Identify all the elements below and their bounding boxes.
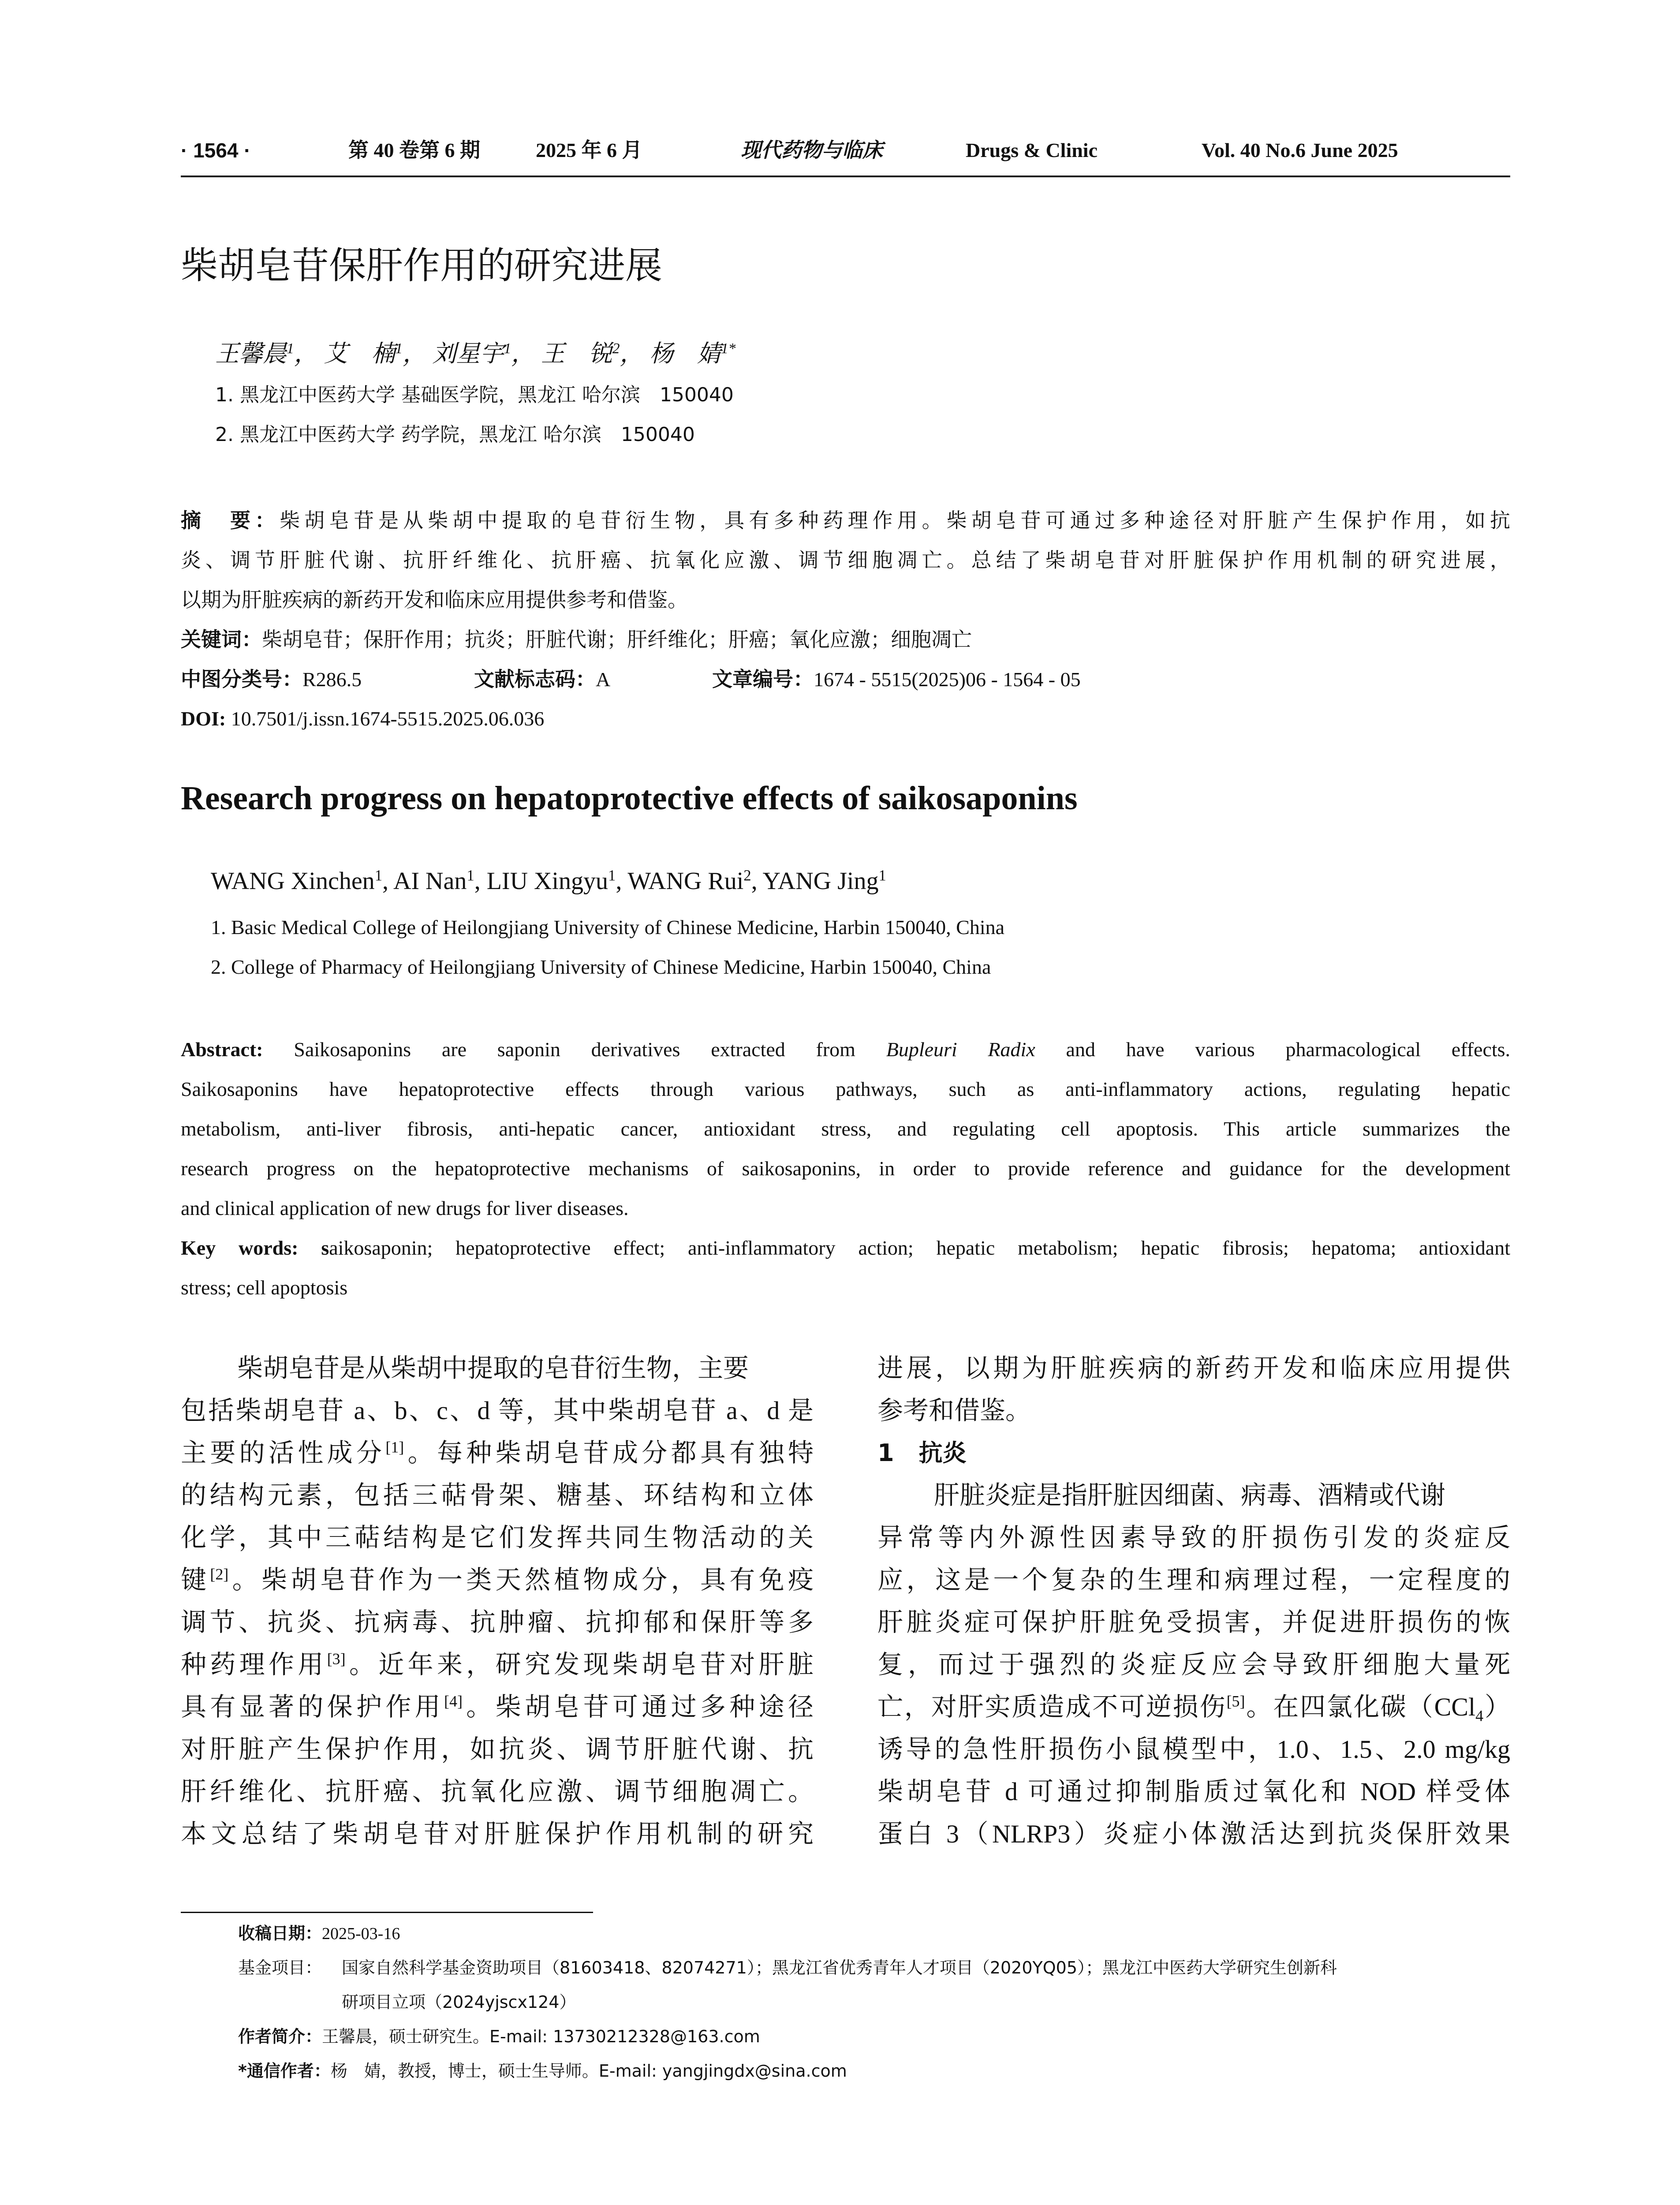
author-en-mark: 1: [467, 867, 474, 884]
corresponding-value: 杨 婧，教授，博士，硕士生导师。E-mail: yangjingdx@sina.com: [330, 2061, 847, 2081]
abstract-cn: [181, 501, 1510, 659]
body-line: 应，这是一个复杂的生理和病理过程，一定程度的: [877, 1566, 1510, 1594]
page-number: · 1564 ·: [181, 139, 251, 162]
footnote-fund: 国家自然科学基金资助项目（81603418、82074271）；黑龙江省优秀青年人才项目（2020YQ05）；黑龙江中医药大学研究生创新科: [342, 1958, 1337, 1977]
body-line: 本文总结了柴胡皂苷对肝脏保护作用机制的研究: [181, 1820, 814, 1848]
author-en-name: WANG Xinchen: [211, 867, 375, 895]
body-right-column: [877, 1347, 1510, 1855]
author-en-mark: 1: [878, 867, 886, 884]
keywords-cn-text: 柴胡皂苷；保肝作用；抗炎；肝脏代谢；肝纤维化；肝癌；氧化应激；细胞凋亡: [262, 628, 972, 651]
author-cn-mark: 1*: [721, 340, 736, 357]
author-cn-name: 王馨晨: [215, 340, 287, 367]
clc-label: 中图分类号：: [181, 667, 302, 691]
abstract-en-text: and have various pharmacological effects.: [1066, 1038, 1511, 1061]
title-cn: 柴胡皂苷保肝作用的研究进展: [181, 244, 663, 287]
author-en-name: YANG Jing: [762, 867, 879, 895]
author-cn-name: 杨 婧: [649, 340, 721, 367]
citation: [5]: [1226, 1692, 1245, 1710]
author-cn-mark: 1: [287, 340, 294, 357]
body-line: 诱导的急性肝损伤小鼠模型中，1.0、1.5、2.0 mg/kg: [877, 1735, 1510, 1764]
footnote-author: [238, 2019, 760, 2054]
author-en-mark: 1: [608, 867, 616, 884]
body-line: 对肝脏产生保护作用，如抗炎、调节肝脏代谢、抗: [181, 1735, 814, 1764]
citation: [1]: [385, 1438, 404, 1456]
body-line: 的结构元素，包括三萜骨架、糖基、环结构和立体: [181, 1481, 814, 1510]
doc-code-label: 文献标志码：: [474, 667, 596, 691]
citation: [3]: [327, 1650, 346, 1668]
header-rule: [181, 176, 1510, 177]
keywords-en-initial: s: [321, 1237, 329, 1259]
keywords-en-text: aikosaponin; hepatoprotective effect; anti-inflammatory action; hepatic metabolism; hepatic fibrosis; hepatoma; antioxidant: [329, 1237, 1511, 1259]
abstract-en-label: Abstract:: [181, 1038, 263, 1061]
author-cn-name: 刘星宇: [432, 340, 504, 367]
header-volume-cn: 第 40 卷第 6 期: [348, 139, 480, 161]
author-en-mark: 1: [374, 867, 383, 884]
authors-en: WANG Xinchen$^1$, AI Nan$^1$, LIU Xingyu$^1$, WANG Rui$^2$, YANG Jing$^1$: [211, 867, 886, 895]
section-number: 1: [877, 1439, 894, 1467]
body-line: 复，而过于强烈的炎症反应会导致肝细胞大量死: [877, 1650, 1510, 1679]
corresponding-label: *通信作者：: [238, 2061, 331, 2081]
body-line: 化学，其中三萜结构是它们发挥共同生物活动的关: [181, 1523, 814, 1552]
abstract-cn-label: 摘 要：: [181, 508, 280, 532]
clc-value: R286.5: [302, 668, 362, 691]
doi-value: 10.7501/j.issn.1674-5515.2025.06.036: [231, 707, 545, 730]
doc-code-line: [474, 659, 610, 699]
body-line: 异常等内外源性因素导致的肝损伤引发的炎症反: [877, 1523, 1510, 1552]
author-en-name: AI Nan: [393, 867, 467, 895]
author-cn-name: 王 锐: [541, 340, 612, 367]
body-line: 柴胡皂苷 d 可通过抑制脂质过氧化和 NOD 样受体: [877, 1777, 1510, 1806]
section-heading: [877, 1432, 1510, 1474]
abstract-en-text: research progress on the hepatoprotective mechanisms of saikosaponins, in order to provide reference and guidance for the development: [181, 1157, 1510, 1180]
author-cn-mark: 1: [395, 340, 403, 357]
body-left-column: [181, 1347, 814, 1855]
author-cn-mark: 2: [612, 340, 620, 357]
abstract-en: [181, 1030, 1510, 1308]
affiliation-cn: 2. 黑龙江中医药大学 药学院，黑龙江 哈尔滨 150040: [215, 423, 695, 446]
affiliation-cn: 1. 黑龙江中医药大学 基础医学院，黑龙江 哈尔滨 150040: [215, 384, 734, 406]
author-en-name: WANG Rui: [627, 867, 744, 895]
affiliation-en: 1. Basic Medical College of Heilongjiang University of Chinese Medicine, Harbin 150040, China: [211, 916, 1005, 938]
footnote-received: [238, 1916, 400, 1951]
body-line: 具有显著的保护作用[4]。柴胡皂苷可通过多种途径: [181, 1692, 814, 1721]
body-line: 种药理作用[3]。近年来，研究发现柴胡皂苷对肝脏: [181, 1650, 814, 1679]
body-line: 包括柴胡皂苷 a、b、c、d 等，其中柴胡皂苷 a、d 是: [181, 1396, 814, 1425]
abstract-en-text: Saikosaponins are saponin derivatives extracted from: [294, 1038, 855, 1061]
abstract-cn-text: 柴胡皂苷是从柴胡中提取的皂苷衍生物，具有多种药理作用。柴胡皂苷可通过多种途径对肝脏产生保护作用，如抗: [280, 508, 1511, 532]
body-line: 调节、抗炎、抗病毒、抗肿瘤、抗抑郁和保肝等多: [181, 1608, 814, 1637]
citation: [4]: [444, 1692, 463, 1710]
article-number-line: [712, 659, 1081, 699]
doc-code-value: A: [596, 668, 611, 691]
abstract-cn-text: 炎、调节肝脏代谢、抗肝纤维化、抗肝癌、抗氧化应激、调节细胞凋亡。总结了柴胡皂苷对肝脏保护作用机制的研究进展，: [181, 548, 1510, 572]
abstract-cn-text: 以期为肝脏疾病的新药开发和临床应用提供参考和借鉴。: [181, 588, 688, 612]
title-en: Research progress on hepatoprotective effects of saikosaponins: [181, 780, 1078, 817]
clc-line: [181, 659, 362, 699]
body-line: 键[2]。柴胡皂苷作为一类天然植物成分，具有免疫: [181, 1565, 814, 1594]
doi-label: DOI:: [181, 707, 226, 730]
body-line: 主要的活性成分[1]。每种柴胡皂苷成分都具有独特: [181, 1438, 814, 1467]
authors-cn: 王馨晨$^1$， 艾 楠$^1$， 刘星宇$^1$， 王 锐$^2$， 杨 婧$^{1*}$: [215, 340, 736, 367]
body-line: 肝纤维化、抗肝癌、抗氧化应激、调节细胞凋亡。: [181, 1777, 814, 1806]
author-cn-mark: 1: [504, 340, 511, 357]
body-line: 肝脏炎症可保护肝脏免受损害，并促进肝损伤的恢: [877, 1608, 1510, 1637]
header-journal-en: Drugs & Clinic: [966, 139, 1098, 161]
keywords-cn-label: 关键词：: [181, 628, 262, 651]
abstract-en-text: metabolism, anti-liver fibrosis, anti-hepatic cancer, antioxidant stress, and regulating cell apoptosis. This article summarizes the: [181, 1117, 1510, 1140]
footnote-corresponding: [238, 2054, 847, 2088]
citation: [2]: [210, 1565, 229, 1583]
doi-line: [181, 699, 544, 739]
footnote-fund-label: 基金项目：: [238, 1958, 322, 1977]
header-date-cn: 2025 年 6 月: [536, 139, 642, 161]
received-label: 收稿日期：: [238, 1924, 322, 1943]
body-line: 蛋白 3（NLRP3）炎症小体激活达到抗炎保肝效果: [877, 1820, 1510, 1848]
keywords-en-label: Key words:: [181, 1237, 299, 1259]
affiliation-en: 2. College of Pharmacy of Heilongjiang University of Chinese Medicine, Harbin 150040, China: [211, 956, 991, 978]
abstract-en-italic: Bupleuri Radix: [886, 1038, 1035, 1061]
received-value: 2025-03-16: [322, 1925, 400, 1943]
author-cn-name: 艾 楠: [324, 340, 396, 367]
abstract-en-text: and clinical application of new drugs for liver diseases.: [181, 1197, 629, 1219]
author-en-name: LIU Xingyu: [486, 867, 609, 895]
article-number-label: 文章编号：: [712, 667, 814, 691]
body-line: 柴胡皂苷是从柴胡中提取的皂苷衍生物，主要: [237, 1354, 749, 1383]
section-title: 抗炎: [918, 1439, 967, 1467]
keywords-en-text: stress; cell apoptosis: [181, 1276, 348, 1299]
author-bio-value: 王馨晨，硕士研究生。E-mail: 13730212328@163.com: [322, 2027, 760, 2046]
header-volume-en: Vol. 40 No.6 June 2025: [1202, 139, 1398, 161]
author-en-mark: 2: [743, 867, 751, 884]
header-journal-cn: 现代药物与临床: [741, 139, 883, 161]
body-line: 亡，对肝实质造成不可逆损伤[5]。在四氯化碳（CCl$_4$）: [877, 1692, 1510, 1725]
footnote-fund: 研项目立项（2024yjscx124）: [342, 1992, 576, 2012]
body-line: 肝脏炎症是指肝脏因细菌、病毒、酒精或代谢: [934, 1481, 1446, 1510]
abstract-en-text: Saikosaponins have hepatoprotective effects through various pathways, such as anti-inflammatory actions, regulating hepatic: [181, 1078, 1510, 1100]
article-number-value: 1674 - 5515(2025)06 - 1564 - 05: [814, 668, 1081, 691]
author-bio-label: 作者简介：: [238, 2027, 322, 2046]
body-line: 进展，以期为肝脏疾病的新药开发和临床应用提供: [877, 1354, 1510, 1383]
subscript: 4: [1475, 1707, 1484, 1725]
footnote-rule: [181, 1912, 593, 1913]
body-line: 参考和借鉴。: [877, 1396, 1031, 1425]
